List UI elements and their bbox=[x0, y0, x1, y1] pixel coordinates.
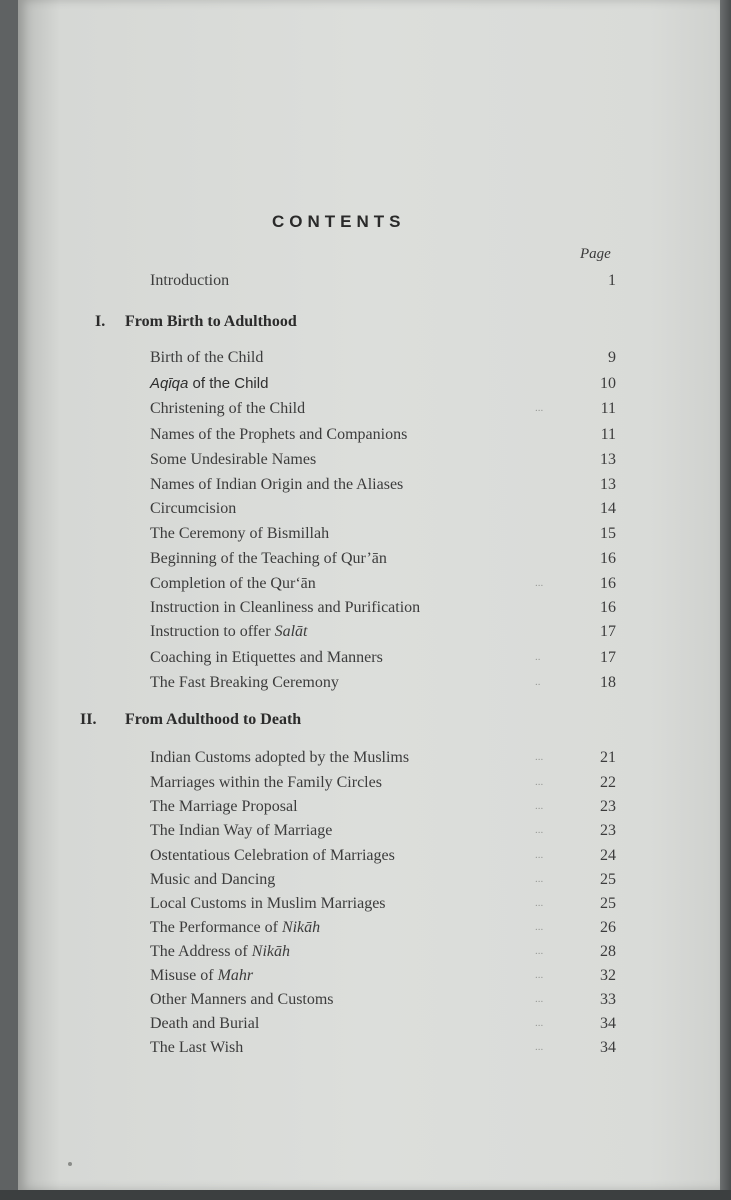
section-numeral: II. bbox=[80, 711, 97, 728]
toc-entry-label: The Indian Way of Marriage bbox=[150, 822, 333, 839]
toc-entry bbox=[0, 525, 731, 549]
toc-entry-label: Misuse of Mahr bbox=[150, 967, 254, 984]
toc-entry-page: 9 bbox=[608, 349, 616, 366]
toc-entry bbox=[0, 919, 731, 943]
toc-entry-label: Names of the Prophets and Companions bbox=[150, 426, 408, 443]
toc-entry-label: Some Undesirable Names bbox=[150, 451, 317, 468]
toc-entry-label: Music and Dancing bbox=[150, 871, 276, 888]
toc-leader-dots: ... bbox=[535, 849, 544, 861]
toc-entry-page: 23 bbox=[600, 798, 616, 815]
toc-entry-page: 32 bbox=[600, 967, 616, 984]
toc-entry-page: 26 bbox=[600, 919, 616, 936]
toc-leader-dots: ... bbox=[535, 577, 544, 589]
toc-entry-label: Other Manners and Customs bbox=[150, 991, 334, 1008]
toc-entry bbox=[0, 426, 731, 450]
toc-entry bbox=[0, 798, 731, 822]
toc-entry-introduction bbox=[0, 272, 731, 296]
toc-entry-label: The Ceremony of Bismillah bbox=[150, 525, 330, 542]
toc-entry-page: 11 bbox=[600, 400, 616, 417]
toc-leader-dots: ... bbox=[535, 402, 544, 414]
toc-entry-page: 21 bbox=[600, 749, 616, 766]
section-numeral: I. bbox=[95, 313, 106, 330]
toc-entry bbox=[0, 774, 731, 798]
toc-entry-label: Introduction bbox=[150, 272, 230, 289]
toc-leader-dots: ... bbox=[535, 945, 544, 957]
toc-entry bbox=[0, 943, 731, 967]
toc-leader-dots: ... bbox=[535, 897, 544, 909]
toc-entry-page: 10 bbox=[600, 375, 616, 392]
toc-entry bbox=[0, 451, 731, 475]
toc-leader-dots: .. bbox=[535, 676, 541, 688]
toc-entry-page: 13 bbox=[600, 451, 616, 468]
toc-leader-dots: ... bbox=[535, 1017, 544, 1029]
page-column-label: Page bbox=[580, 246, 611, 262]
toc-entry-label: Death and Burial bbox=[150, 1015, 260, 1032]
toc-entry bbox=[0, 1015, 731, 1039]
toc-leader-dots: ... bbox=[535, 824, 544, 836]
section-title: From Adulthood to Death bbox=[125, 711, 302, 728]
toc-leader-dots: .. bbox=[535, 651, 541, 663]
toc-leader-dots: ... bbox=[535, 921, 544, 933]
toc-entry-page: 13 bbox=[600, 476, 616, 493]
section-heading-1 bbox=[95, 313, 615, 337]
toc-entry-label: The Performance of Nikāh bbox=[150, 919, 321, 936]
toc-entry bbox=[0, 1039, 731, 1063]
toc-entry bbox=[0, 895, 731, 919]
toc-leader-dots: ... bbox=[535, 1041, 544, 1053]
toc-entry bbox=[0, 847, 731, 871]
section-title: From Birth to Adulthood bbox=[125, 313, 297, 330]
paper-speck bbox=[68, 1162, 72, 1166]
toc-entry-page: 34 bbox=[600, 1015, 616, 1032]
toc-entry bbox=[0, 550, 731, 574]
toc-entry-page: 25 bbox=[600, 895, 616, 912]
toc-entry bbox=[0, 476, 731, 500]
toc-entry-label: Ostentatious Celebration of Marriages bbox=[150, 847, 395, 864]
toc-entry-label: The Fast Breaking Ceremony bbox=[150, 674, 339, 691]
book-bottom-edge bbox=[0, 1190, 731, 1200]
toc-entry-page: 34 bbox=[600, 1039, 616, 1056]
toc-entry bbox=[0, 500, 731, 524]
toc-entry-label: Instruction in Cleanliness and Purification bbox=[150, 599, 421, 616]
toc-entry bbox=[0, 991, 731, 1015]
toc-entry-page: 33 bbox=[600, 991, 616, 1008]
toc-entry bbox=[0, 871, 731, 895]
toc-entry-label: Christening of the Child bbox=[150, 400, 306, 417]
toc-entry bbox=[0, 575, 731, 599]
toc-entry-page: 25 bbox=[600, 871, 616, 888]
toc-leader-dots: ... bbox=[535, 993, 544, 1005]
toc-entry bbox=[0, 749, 731, 773]
toc-entry bbox=[0, 674, 731, 698]
toc-entry-page: 17 bbox=[600, 623, 616, 640]
toc-entry-page: 11 bbox=[600, 426, 616, 443]
toc-entry-label: The Marriage Proposal bbox=[150, 798, 298, 815]
toc-entry-label: Aqīqa of the Child bbox=[150, 375, 269, 392]
toc-entry-page: 24 bbox=[600, 847, 616, 864]
toc-entry-label: Beginning of the Teaching of Qur’ān bbox=[150, 550, 387, 567]
toc-leader-dots: ... bbox=[535, 873, 544, 885]
toc-leader-dots: ... bbox=[535, 751, 544, 763]
toc-leader-dots: ... bbox=[535, 776, 544, 788]
toc-entry-page: 15 bbox=[600, 525, 616, 542]
toc-entry bbox=[0, 375, 731, 399]
toc-entry-label: Instruction to offer Salāt bbox=[150, 623, 308, 640]
toc-leader-dots: ... bbox=[535, 969, 544, 981]
toc-entry-page: 22 bbox=[600, 774, 616, 791]
toc-entry bbox=[0, 349, 731, 373]
toc-entry-label: Circumcision bbox=[150, 500, 237, 517]
toc-entry bbox=[0, 623, 731, 647]
toc-entry-page: 28 bbox=[600, 943, 616, 960]
toc-entry-page: 14 bbox=[600, 500, 616, 517]
section-heading-2 bbox=[80, 711, 600, 735]
toc-entry bbox=[0, 822, 731, 846]
toc-entry-page: 16 bbox=[600, 550, 616, 567]
toc-entry bbox=[0, 967, 731, 991]
toc-entry bbox=[0, 400, 731, 424]
toc-entry-label: Birth of the Child bbox=[150, 349, 264, 366]
toc-entry-label: The Address of Nikāh bbox=[150, 943, 290, 960]
toc-entry-page: 23 bbox=[600, 822, 616, 839]
toc-entry-label: Completion of the Qur‘ān bbox=[150, 575, 316, 592]
toc-entry-page: 18 bbox=[600, 674, 616, 691]
toc-entry-label: The Last Wish bbox=[150, 1039, 244, 1056]
toc-entry-page: 16 bbox=[600, 599, 616, 616]
toc-entry-page: 17 bbox=[600, 649, 616, 666]
toc-entry-label: Local Customs in Muslim Marriages bbox=[150, 895, 386, 912]
contents-heading: CONTENTS bbox=[272, 212, 406, 231]
toc-entry bbox=[0, 649, 731, 673]
toc-entry bbox=[0, 599, 731, 623]
toc-entry-label: Marriages within the Family Circles bbox=[150, 774, 382, 791]
toc-entry-label: Coaching in Etiquettes and Manners bbox=[150, 649, 383, 666]
toc-entry-label: Indian Customs adopted by the Muslims bbox=[150, 749, 410, 766]
toc-leader-dots: ... bbox=[535, 800, 544, 812]
toc-entry-page: 1 bbox=[608, 272, 616, 289]
toc-entry-label: Names of Indian Origin and the Aliases bbox=[150, 476, 404, 493]
toc-entry-page: 16 bbox=[600, 575, 616, 592]
